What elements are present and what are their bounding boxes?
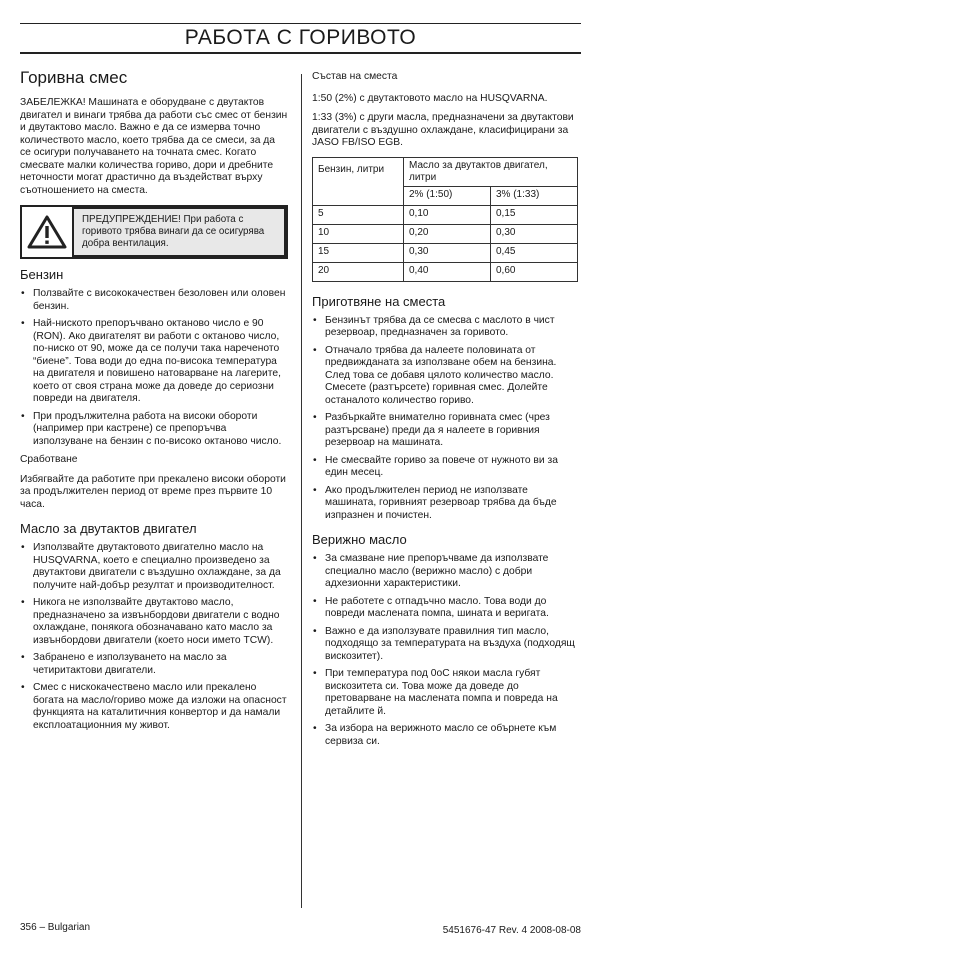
title-rule: [20, 52, 581, 54]
list-item: • Никога не използвайте двутактово масло, предназначено за извънбордови двигатели с водно охлаждане, понякога обозначавано като масло за извънбордови двигатели (което носи името TCW).: [20, 597, 288, 647]
section-heading-mixing: Приготвяне на сместа: [312, 293, 446, 309]
table-row: [313, 262, 578, 281]
table-subheader-2pct: 2% (1:50): [404, 186, 491, 205]
mixing-list: [312, 315, 580, 523]
document-revision: 5451676-47 Rev. 4 2008-08-08: [442, 925, 581, 936]
table-cell: 0,20: [404, 224, 491, 243]
list-item: • Разбъркайте внимателно горивната смес (чрез разтърсване) преди да я налеете в горивния резервоар на машината.: [312, 412, 580, 450]
table-cell: 0,30: [491, 224, 578, 243]
list-item: • Важно е да използувате правилния тип масло, подходящо за температурата на въздуха (подходящ вискозитет).: [312, 626, 580, 664]
warning-text: ПРЕДУПРЕЖДЕНИЕ! При работа с горивото трябва винаги да се осигурява добра вентилация.: [74, 209, 284, 255]
list-item: • Не работете с отпадъчно масло. Това води до повреди маслената помпа, шината и веригата.: [312, 596, 580, 621]
list-item: • Не смесвайте гориво за повече от нужното ви за един месец.: [312, 455, 580, 480]
table-cell: 20: [313, 262, 404, 281]
table-cell: 0,15: [491, 205, 578, 224]
column-divider: [301, 74, 302, 908]
list-item: • Забранено е използуването на масло за четиритактови двигатели.: [20, 652, 288, 677]
right-column: [312, 71, 580, 754]
section-heading-petrol: Бензин: [20, 267, 64, 282]
table-subheader-3pct: 3% (1:33): [491, 186, 578, 205]
ratio-husqvarna: 1:50 (2%) с двутактовото масло на HUSQVARNA.: [312, 92, 548, 104]
list-item: • Най-ниското препоръчвано октаново число е 90 (RON). Ако двигателят ви работи с октаново число, по-ниско от 90, може да се получи така нареченото “биене”. Това води до една по-висока температура на двигателя и повишено натоварване на лагерите, което от своя страна може да доведе до сериозни повреди на двигателя.: [20, 318, 288, 406]
left-column: [20, 68, 288, 738]
table-cell: 10: [313, 224, 404, 243]
table-row: [313, 205, 578, 224]
list-item: • Отначало трябва да налеете половината от предвижданата за използване обем на бензина. След това се добавя цялото количество масло. Смесете (разтърсете) горивная смес. Долейте останалото количество гориво.: [312, 345, 580, 408]
table-row: [313, 243, 578, 262]
page-number: 356 – Bulgarian: [20, 922, 91, 933]
table-header-oil: Масло за двутактов двигател, литри: [404, 157, 578, 186]
section-heading-chain-oil: Верижно масло: [312, 532, 407, 547]
table-cell: 5: [313, 205, 404, 224]
composition-label: Състав на сместа: [312, 71, 398, 82]
note-paragraph: ЗАБЕЛЕЖКА! Машината е оборудване с двутактов двигател и винаги трябва да работи със смес от бензин и двутактово масло. Важно е да се измерва точно количеството масло, което трябва да се смеси, за да се осигури получаването на точната смес. Когато смесвате малки количества гориво, дори и дребните неточности могат драстично да въздействат върху съотношението на сместа.: [20, 97, 288, 196]
oil-list: [20, 542, 288, 732]
table-header-row: [313, 157, 578, 186]
warning-box: [20, 205, 288, 259]
ratio-other: 1:33 (3%) с други масла, предназначени за двутактови двигатели с въздушно охлаждане, класифицирани за JASO FB/ISO EGB.: [312, 112, 574, 148]
list-item: • Ползвайте с висококачествен безоловен или оловен бензин.: [20, 288, 288, 313]
section-heading-two-stroke-oil: Масло за двутактов двигател: [20, 521, 197, 536]
list-item: • Използвайте двутактовото двигателно масло на HUSQVARNA, което е специално произведено за двутактови двигатели с въздушно охлаждане, за да получите най-добър резултат и производителност.: [20, 542, 288, 592]
table-cell: 0,45: [491, 243, 578, 262]
table-row: [313, 224, 578, 243]
list-item: • При продължителна работа на високи обороти (например при кастрене) се препоръчва използуване на бензин с по-високо октаново число.: [20, 411, 288, 449]
table-cell: 0,30: [404, 243, 491, 262]
table-cell: 0,10: [404, 205, 491, 224]
table-cell: 0,60: [491, 262, 578, 281]
table-header-petrol: Бензин, литри: [313, 157, 404, 205]
list-item: • При температура под 0оС някои масла губят вискозитета си. Това може да доведе до претоварване на маслената помпа и повреда на детайлите й.: [312, 668, 580, 718]
table-cell: 15: [313, 243, 404, 262]
mix-table: [312, 157, 578, 282]
breakin-heading: Сработване: [20, 454, 78, 465]
list-item: • Смес с нискокачествено масло или прекалено богата на масло/гориво може да изложи на опасност функцията на каталитичния конвертор и да намали експлоатационния му живот.: [20, 682, 288, 732]
petrol-list: [20, 288, 288, 448]
list-item: • За смазване ние препоръчваме да използвате специално масло (верижно масло) с добри адхезионни характеристики.: [312, 553, 580, 591]
top-rule: [20, 23, 581, 24]
list-item: • За избора на верижното масло се обърнете към сервиза си.: [312, 723, 580, 748]
breakin-text: Избягвайте да работите при прекалено високи обороти за продължителен период от време през първите 10 часа.: [20, 473, 286, 510]
table-cell: 0,40: [404, 262, 491, 281]
warning-triangle-icon: [22, 207, 74, 257]
list-item: • Бензинът трябва да се смесва с маслото в чист резервоар, предназначен за горивото.: [312, 315, 580, 340]
chain-oil-list: [312, 553, 580, 748]
list-item: • Ако продължителен период не използвате машината, горивният резервоар трябва да бъде изпразнен и почистен.: [312, 485, 580, 523]
section-heading-fuel-mix: Горивна смес: [20, 68, 128, 87]
page-title: РАБОТА С ГОРИВОТО: [184, 26, 417, 49]
